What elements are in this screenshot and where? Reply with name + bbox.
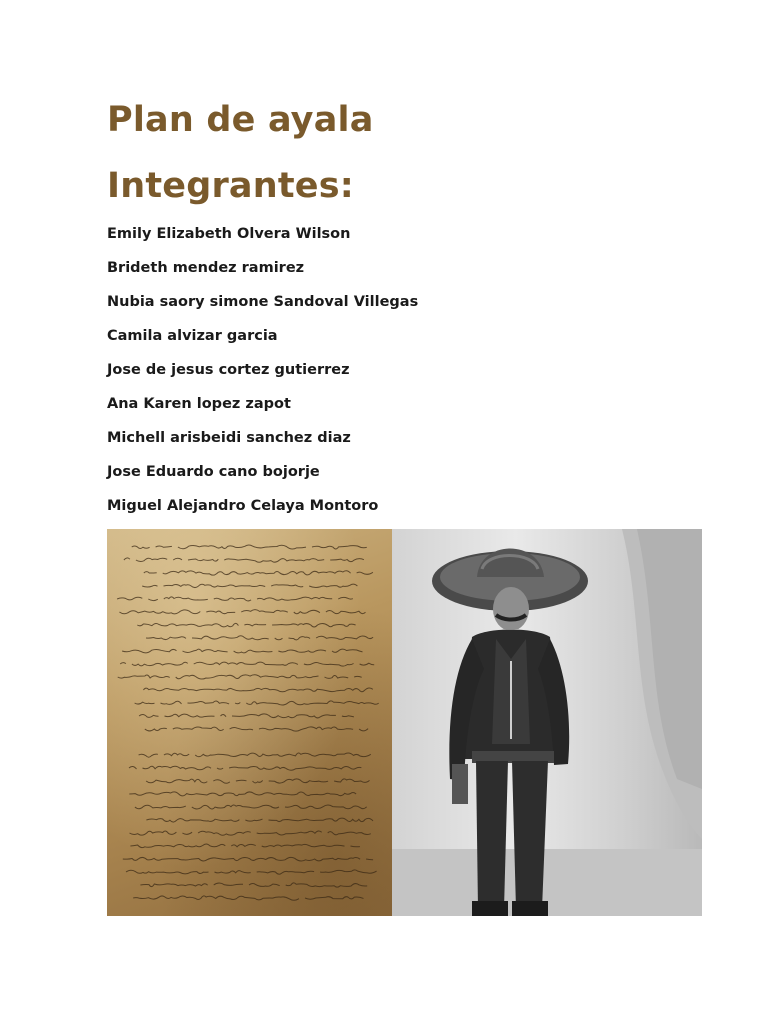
manuscript-line [146,779,369,783]
historical-portrait-photo [392,529,702,916]
manuscript-line [123,857,379,861]
manuscript-line [132,545,367,549]
member-name: Camila alvizar garcia [107,328,278,344]
member-name: Brideth mendez ramirez [107,260,305,276]
member-name: Nubia saory simone Sandoval Villegas [107,294,419,310]
manuscript-line [139,714,360,718]
member-name: Michell arisbeidi sanchez diaz [107,430,351,446]
member-name: Emily Elizabeth Olvera Wilson [107,226,351,242]
manuscript-line [129,792,356,796]
manuscript-line [142,584,357,587]
portrait-figure [392,529,702,916]
composite-image [107,529,702,916]
manuscript-line [130,831,371,835]
manuscript-line [122,649,362,653]
manuscript-line [144,571,379,575]
member-name: Ana Karen lopez zapot [107,396,291,412]
manuscript-line [129,766,367,770]
manuscript-line [143,688,372,692]
manuscript-line [117,597,353,601]
member-name: Jose Eduardo cano bojorje [107,464,320,480]
manuscript-line [124,558,364,562]
members-list [107,224,418,530]
document-title: Plan de ayala [107,100,374,140]
manuscript-line [126,870,377,874]
manuscript-line [135,805,367,809]
manuscript-line [137,623,355,627]
members-heading: Integrantes: [107,166,354,206]
manuscript-line [146,818,373,822]
manuscript-line [119,610,365,614]
manuscript-line [140,883,367,887]
manuscript-line [135,701,379,705]
manuscript-line [145,727,368,731]
manuscript-line [146,636,379,640]
manuscript-line [118,675,362,679]
manuscript-line [139,753,371,757]
manuscript-line [120,662,374,666]
member-name: Miguel Alejandro Celaya Montoro [107,498,379,514]
manuscript-line [133,896,363,900]
handwritten-manuscript-image [107,529,392,916]
member-name: Jose de jesus cortez gutierrez [107,362,350,378]
manuscript-line [130,844,360,848]
manuscript-script-lines [107,529,392,916]
